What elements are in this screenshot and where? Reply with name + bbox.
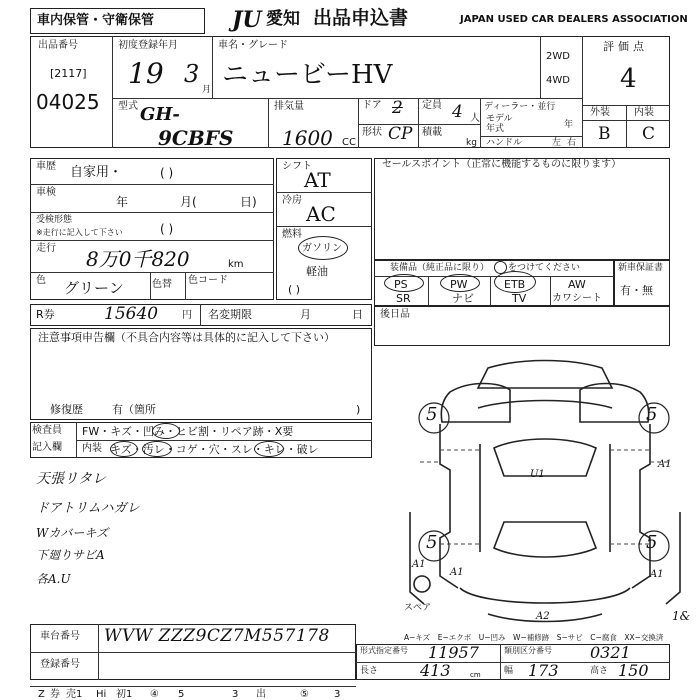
equip-ps: PS [394, 278, 408, 291]
color-label: 色 [36, 275, 46, 286]
postfit-block [374, 306, 670, 346]
tire-mark-rr: 5 [646, 532, 658, 553]
reg-label: 初度登録年月 [118, 40, 178, 51]
form-designation-label: 形式指定番号 [360, 646, 408, 655]
lot-label: 出品番号 [38, 40, 78, 51]
handwritten-note: Wカバーキズ [36, 526, 109, 540]
form-designation-value: 11957 [428, 643, 479, 662]
capacity-value: 4 [452, 102, 463, 122]
page-title: 出品申込書 [313, 7, 409, 29]
damage-mark: A1 [450, 567, 464, 578]
receive-paren: ( ) [160, 222, 174, 236]
history-label: 車歴 [36, 161, 56, 172]
chassis-label: 車台番号 [40, 631, 80, 642]
inspector-row2-label: 内装 [82, 443, 102, 454]
shape-value: CP [388, 124, 413, 144]
tire-mark-fl: 5 [426, 404, 438, 425]
class-number-value: 0321 [590, 643, 631, 662]
lot-small-number: [2117] [50, 67, 87, 80]
recycle-unit: 円 [182, 310, 192, 321]
title-region: 愛知 [266, 9, 300, 29]
equipment-label: 装備品（純正品に限り） [390, 263, 490, 273]
grade-value: 4 [620, 64, 637, 94]
handle-label: ハンドル [486, 138, 523, 148]
damage-mark: U1 [530, 469, 545, 480]
door-value: 2 [392, 98, 403, 118]
interior-grade: C [642, 124, 656, 144]
inspection-day: 日) [240, 195, 257, 209]
damage-mark: A2 [536, 611, 550, 622]
receive-note: ※走行に記入して下さい [36, 228, 123, 237]
equip-etb: ETB [504, 278, 526, 291]
interior-label: 内装 [634, 107, 654, 118]
car-name-label: 車名・グレード [218, 40, 288, 51]
equip-pw-circle [440, 274, 480, 292]
name-change-day: 日 [352, 308, 363, 321]
height-value: 150 [618, 661, 649, 680]
recycle-label: R券 [36, 308, 55, 321]
inspector-circle-a [152, 423, 180, 439]
history-value: 自家用・ [70, 165, 123, 180]
bottom-cell: 3 [334, 689, 341, 700]
car-diagram [400, 352, 690, 632]
brand-logo: JU [232, 7, 262, 33]
aircon-label: 冷房 [282, 195, 302, 206]
reg-year: 19 [128, 57, 164, 90]
width-value: 173 [528, 661, 559, 680]
color-code-label: 色コード [188, 275, 228, 286]
car-name-value: ニュービーHV [222, 60, 393, 90]
shift-value: AT [304, 168, 331, 192]
inspector-circle-b [110, 441, 138, 457]
model-year-label: モデル [486, 114, 513, 124]
handwritten-note: 天張リタレ [36, 471, 106, 487]
year-label: 年式 [486, 124, 505, 134]
inspector-circle-c [142, 441, 172, 457]
mileage-label: 走行 [36, 243, 56, 254]
model-value-a: GH- [140, 104, 180, 125]
lot-number: 04025 [36, 90, 100, 114]
inspection-month: 月( [180, 195, 197, 209]
corner-mark: 1& [672, 609, 691, 623]
year-unit: 年 [564, 120, 574, 130]
exterior-label: 外装 [590, 107, 610, 118]
handwritten-note: ドアトリムハガレ [36, 501, 140, 516]
grade-label: 評価点 [603, 40, 648, 53]
height-label: 高さ [590, 666, 609, 676]
inspector-circle-d [254, 441, 284, 457]
bottom-cell: 3 [232, 689, 239, 700]
fuel-diesel: 軽油 [306, 265, 328, 278]
displacement-value: 1600 [282, 126, 333, 150]
notes-label: 注意事項申告欄（不具合内容等は具体的に記入して下さい） [38, 331, 335, 344]
inspector-row2: キズ・汚レ・コゲ・穴・スレ・キレ・破レ [110, 443, 319, 456]
bottom-cell: 券 [50, 689, 60, 700]
bottom-cell: 売1 [66, 689, 83, 700]
equip-etb-circle [494, 271, 536, 293]
fuel-paren: ( ) [288, 283, 301, 296]
equip-ps-circle [384, 274, 424, 292]
reg-month-unit: 月 [202, 85, 212, 95]
equip-aw: AW [568, 278, 586, 291]
equip-sr: SR [396, 292, 411, 305]
sales-point-label: セールスポイント（正常に機能するものに限ります） [382, 159, 622, 170]
color-change-label: 色替 [152, 279, 172, 290]
shape-label: 形状 [362, 127, 382, 138]
inspection-year: 年 [116, 195, 129, 209]
top-block [30, 36, 670, 148]
mileage-unit: km [228, 259, 244, 270]
inspector-row1: FW・キズ・凹み・ヒビ割・リペア跡・X要 [82, 425, 294, 438]
spare-label: スペア [404, 603, 432, 613]
fuel-label: 燃料 [282, 229, 302, 240]
equip-navi: ナビ [452, 292, 474, 305]
damage-legend: A−キズ E−エクボ U−凹み W−補修跡 S−サビ C−腐食 XX−交換済 [404, 633, 664, 642]
recycle-value: 15640 [104, 304, 159, 324]
bottom-cell: 初1 [116, 689, 133, 700]
fuel-gasoline-circle [298, 236, 348, 260]
postfit-label: 後日品 [380, 309, 410, 320]
equip-leather: カワシート [552, 293, 602, 304]
shift-label: シフト [282, 161, 312, 172]
repair-history-value: 有（箇所 [112, 403, 156, 416]
model-value-b: 9CBFS [158, 126, 234, 150]
drive-2wd: 2WD [546, 51, 570, 62]
receive-label: 受検形態 [36, 215, 73, 225]
handwritten-note: 下廻りサビA [36, 548, 105, 562]
tire-mark-fr: 5 [646, 404, 658, 425]
equip-tv: TV [512, 292, 527, 305]
dealer-label: ディーラー・並行 [484, 102, 556, 112]
width-label: 幅 [504, 666, 514, 676]
handle-options: 左右 [552, 138, 583, 148]
bottom-cell: 5 [178, 689, 185, 700]
inspector-label: 検査員 [32, 425, 62, 436]
reg-month: 3 [184, 60, 200, 88]
model-label: 型式 [118, 101, 138, 112]
repair-history-close: ) [356, 403, 361, 416]
inspector-entry-label: 記入欄 [32, 442, 62, 453]
name-change-month: 月 [300, 308, 311, 321]
association-name: JAPAN USED CAR DEALERS ASSOCIATION [460, 14, 688, 25]
equipment-note: をつけてください [508, 263, 581, 273]
recycle-block [30, 304, 372, 326]
inspection-label: 車検 [36, 187, 56, 198]
displacement-label: 排気量 [274, 101, 304, 112]
exterior-grade: B [598, 124, 611, 144]
bottom-cell: ⑤ [300, 689, 309, 700]
register-label: 登録番号 [40, 659, 80, 670]
drive-4wd: 4WD [546, 75, 570, 86]
bottom-cell: Hi [96, 689, 107, 700]
door-label: ドア [362, 100, 382, 111]
load-unit: kg [466, 138, 477, 148]
tire-mark-rl: 5 [426, 532, 438, 553]
name-change-label: 名変期限 [208, 308, 252, 321]
damage-mark: A1 [658, 459, 672, 470]
class-number-label: 類別区分番号 [504, 646, 552, 655]
damage-mark: A1 [650, 569, 664, 580]
history-paren: ( ) [160, 166, 174, 180]
length-label: 長さ [360, 666, 379, 676]
fuel-gasoline: ガソリン [302, 243, 342, 254]
color-value: グリーン [64, 279, 124, 297]
displacement-unit: CC [342, 137, 356, 148]
storage-label: 車内保管・守衛保管 [37, 13, 155, 28]
length-unit: cm [470, 671, 481, 679]
bottom-cell: ④ [150, 689, 159, 700]
repair-history-label: 修復歴 [50, 403, 83, 416]
length-value: 413 [420, 661, 451, 680]
capacity-label: 定員 [422, 100, 442, 111]
damage-mark: A1 [412, 559, 426, 570]
bottom-cell: Z [38, 689, 45, 700]
new-car-warranty-label: 新車保証書 [618, 263, 664, 273]
handwritten-note: 各A.U [36, 572, 71, 586]
bottom-cell: 出 [256, 689, 266, 700]
sales-point-block [374, 158, 670, 260]
equip-pw: PW [450, 278, 468, 291]
aircon-value: AC [306, 202, 336, 226]
load-label: 積載 [422, 127, 442, 138]
new-car-warranty-value: 有・無 [620, 284, 653, 297]
mileage-value: 8万0千820 [86, 247, 190, 271]
capacity-unit: 人 [470, 113, 480, 124]
chassis-number: WVW ZZZ9CZ7M557178 [104, 626, 330, 646]
